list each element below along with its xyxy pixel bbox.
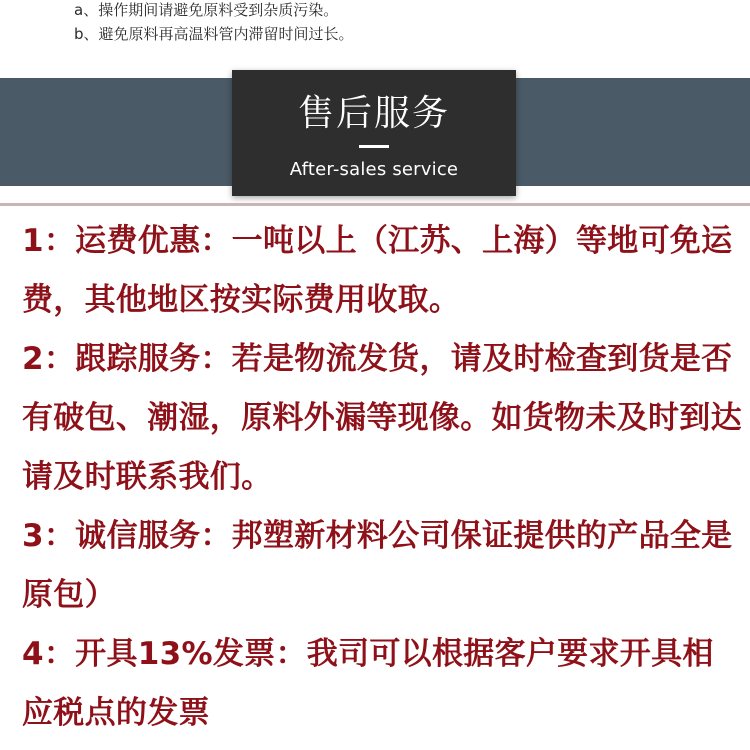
- service-item-invoice: 4：开具13%发票：我司可以根据客户要求开具相应税点的发票: [22, 636, 714, 731]
- service-item-shipping: 1：运费优惠：一吨以上（江苏、上海）等地可免运费，其他地区按实际费用收取。: [22, 223, 733, 318]
- title-divider: [359, 145, 389, 148]
- section-title: 售后服务: [297, 93, 450, 134]
- section-divider: [0, 203, 750, 206]
- note-a: a、操作期间请避免原料受到杂质污染。: [74, 1, 339, 19]
- process-notes: [74, 0, 734, 46]
- note-b: b、避免原料再高温料管内滞留时间过长。: [74, 25, 354, 43]
- service-item-integrity: 3：诚信服务：邦塑新材料公司保证提供的产品全是原包）: [22, 518, 733, 613]
- section-subtitle: After-sales service: [289, 159, 459, 180]
- after-sales-list: [22, 212, 742, 743]
- section-title-box: [232, 70, 516, 196]
- service-item-tracking: 2：跟踪服务：若是物流发货，请及时检查到货是否有破包、潮湿，原料外漏等现像。如货物未及时到达请及时联系我们。: [22, 341, 742, 495]
